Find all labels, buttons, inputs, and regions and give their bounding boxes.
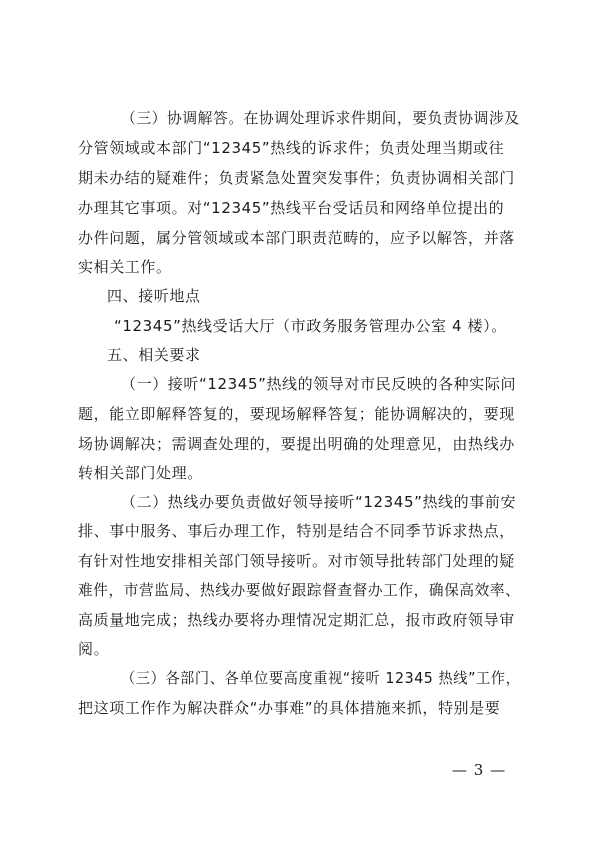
- text-line: 期未办结的疑难件；负责紧急处置突发事件；负责协调相关部门: [78, 169, 515, 187]
- text-line: 办件问题，属分管领域或本部门职责范畴的，应予以解答，并落: [78, 229, 515, 247]
- text-line: 阅。: [78, 640, 110, 658]
- text-line: 把这项工作作为解决群众“办事难”的具体措施来抓，特别是要: [78, 699, 501, 717]
- text-line: 高质量地完成；热线办要将办理情况定期汇总，报市政府领导审: [78, 611, 515, 629]
- text-line: （三）协调解答。在协调处理诉求件期间，要负责协调涉及: [121, 109, 520, 127]
- section-heading: 四、接听地点: [107, 287, 201, 305]
- text-line: 场协调解决；需调查处理的，要提出明确的处理意见，由热线办: [78, 435, 515, 453]
- text-line: 题，能立即解释答复的，要现场解释答复；能协调解决的，要现: [78, 405, 515, 423]
- text-line: 实相关工作。: [78, 258, 172, 276]
- text-line: （三）各部门、各单位要高度重视“接听 12345 热线”工作，: [121, 669, 521, 687]
- text-line: 分管领域或本部门“12345”热线的诉求件；负责处理当期或往: [78, 139, 505, 157]
- text-line: 办理其它事项。对“12345”热线平台受话员和网络单位提出的: [78, 199, 505, 217]
- text-line: 转相关部门处理。: [78, 464, 203, 482]
- text-line: 排、事中服务、事后办理工作，特别是结合不同季节诉求热点，: [78, 522, 515, 540]
- text-line: 难件，市营监局、热线办要做好跟踪督查督办工作，确保高效率、: [78, 581, 521, 599]
- text-line: 有针对性地安排相关部门领导接听。对市领导批转部门处理的疑: [78, 552, 515, 570]
- text-line: （二）热线办要负责做好领导接听“12345”热线的事前安: [121, 493, 517, 511]
- text-line: （一）接听“12345”热线的领导对市民反映的各种实际问: [121, 375, 517, 393]
- section-heading: 五、相关要求: [107, 346, 201, 364]
- page-number: — 3 —: [452, 761, 507, 779]
- text-line: “12345”热线受话大厅（市政务服务管理办公室 4 楼）。: [114, 317, 507, 335]
